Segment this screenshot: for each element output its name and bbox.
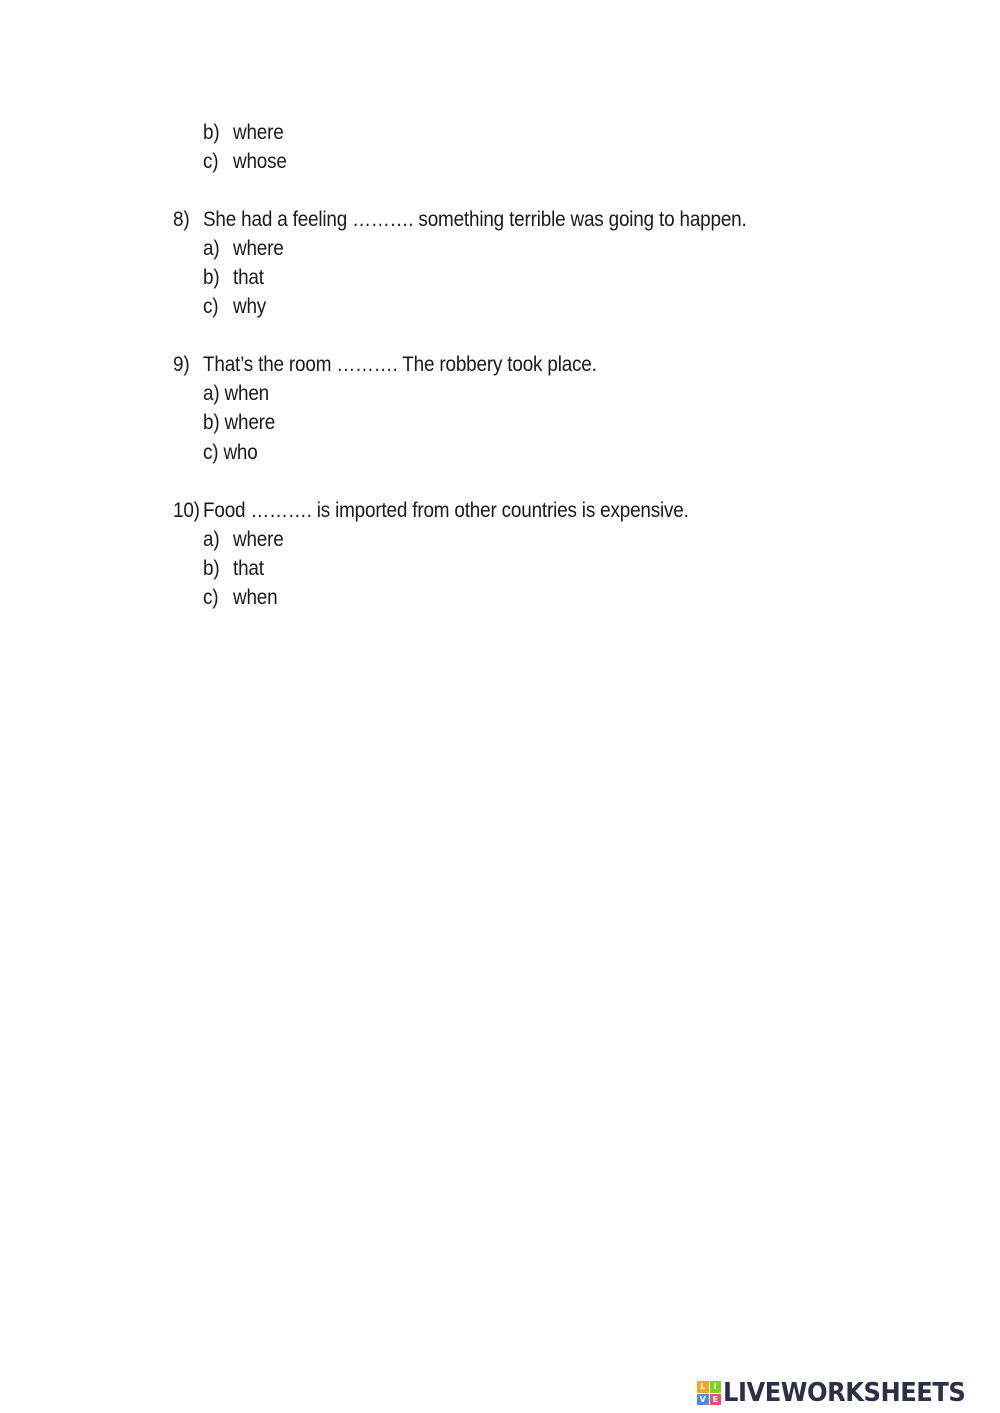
option-text: where xyxy=(233,528,284,551)
option-text: that xyxy=(233,557,264,580)
option-letter: b) xyxy=(203,266,220,289)
option-text: where xyxy=(233,121,284,144)
option-text: that xyxy=(233,266,264,289)
option-letter: b) xyxy=(203,557,220,580)
question-number: 8) xyxy=(173,208,190,231)
option-letter: c) xyxy=(203,295,219,318)
question-text: That’s the room ………. The robbery took place. xyxy=(203,353,597,376)
option-inline: a) when xyxy=(203,382,269,405)
logo-mark-icon: L I V E xyxy=(697,1381,721,1405)
question-text: Food ………. is imported from other countries is expensive. xyxy=(203,499,689,522)
option-inline: b) where xyxy=(203,411,276,434)
option-text: where xyxy=(233,237,284,260)
option-text: whose xyxy=(233,150,287,173)
option-letter: a) xyxy=(203,237,220,260)
option-letter: c) xyxy=(203,586,219,609)
question-number: 9) xyxy=(173,353,190,376)
option-letter: b) xyxy=(203,121,220,144)
liveworksheets-logo xyxy=(697,1378,984,1408)
logo-text: LIVEWORKSHEETS xyxy=(723,1378,966,1408)
option-letter: c) xyxy=(203,150,219,173)
option-text: when xyxy=(233,586,278,609)
option-letter: a) xyxy=(203,528,220,551)
option-text: why xyxy=(233,295,267,318)
option-inline: c) who xyxy=(203,441,258,464)
question-text: She had a feeling ………. something terrible was going to happen. xyxy=(203,208,747,231)
question-number: 10) xyxy=(173,499,200,522)
